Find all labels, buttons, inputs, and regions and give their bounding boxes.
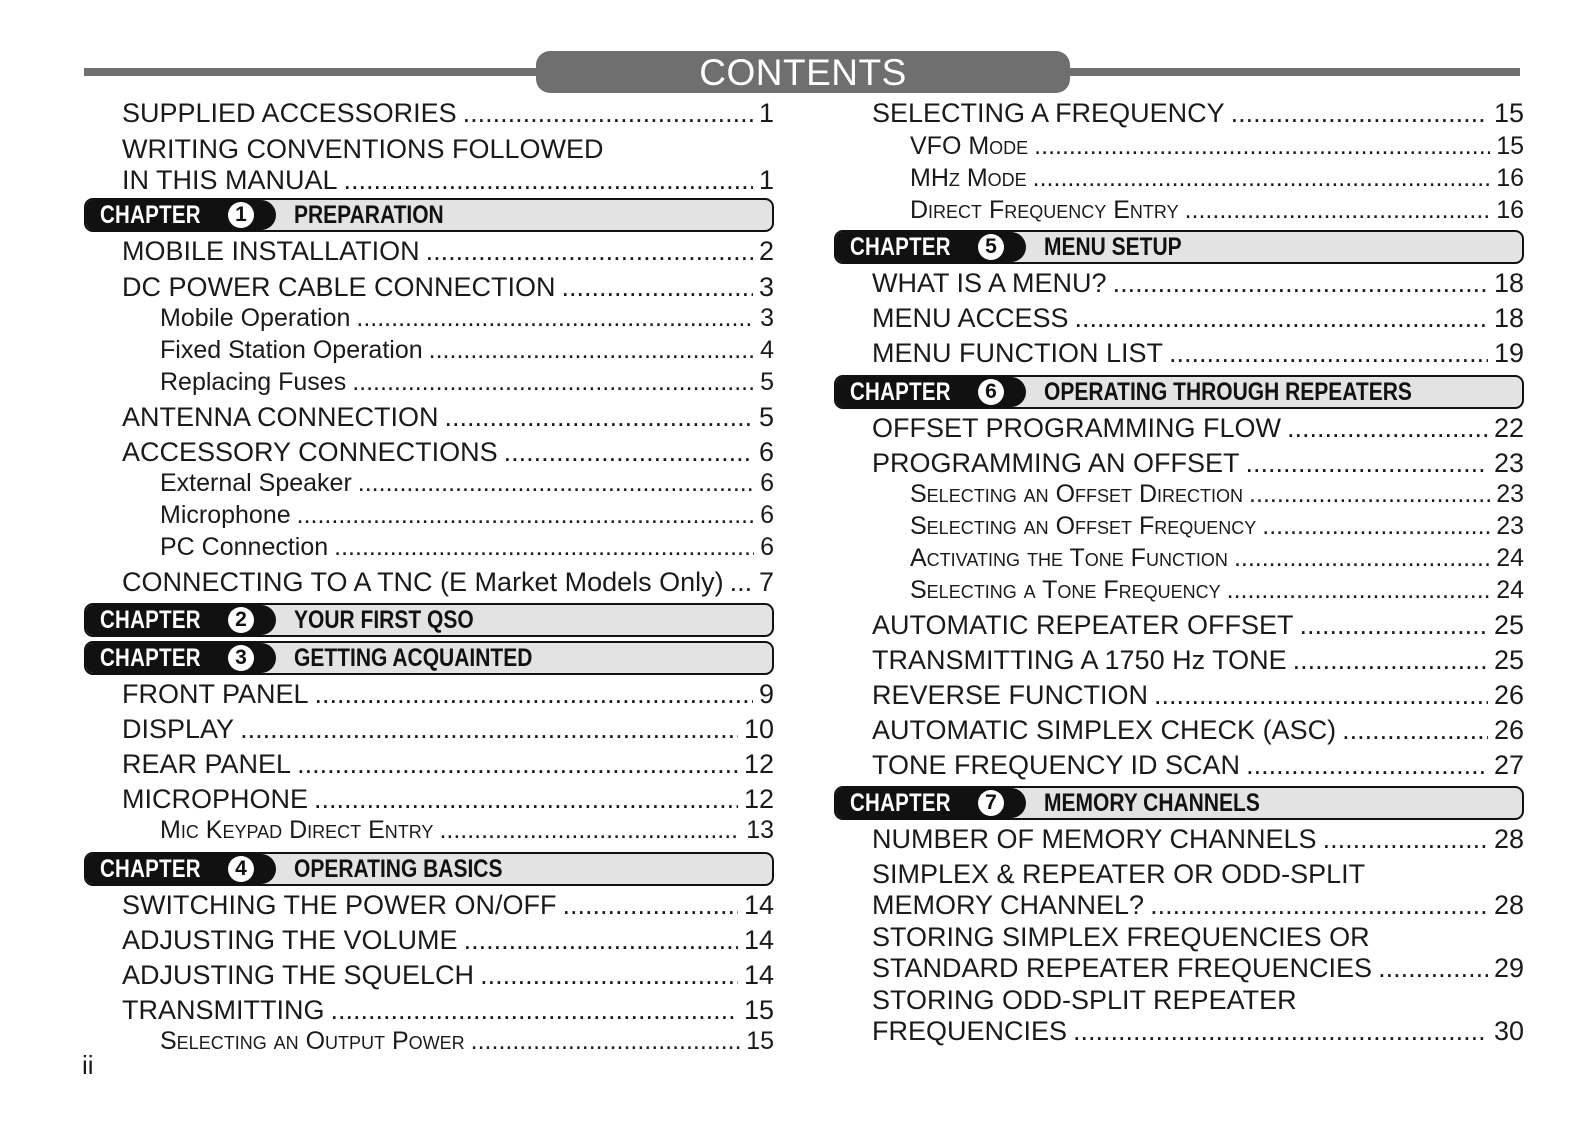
entry-text: SELECTING A FREQUENCY bbox=[872, 98, 1225, 128]
entry-page: 25 bbox=[1493, 645, 1524, 675]
entry-text: Mic Keypad Direct Entry bbox=[160, 816, 434, 844]
leader-dots bbox=[471, 1027, 741, 1056]
leader-dots bbox=[240, 714, 738, 745]
entry-page: 18 bbox=[1493, 268, 1524, 298]
leader-dots bbox=[1154, 680, 1488, 711]
chapter-header-3[interactable] bbox=[84, 641, 774, 675]
toc-entry[interactable] bbox=[834, 824, 1524, 859]
entry-page: 6 bbox=[758, 437, 774, 467]
toc-subentry[interactable] bbox=[84, 1027, 774, 1059]
chapter-number: 1 bbox=[228, 202, 254, 228]
entry-page: 24 bbox=[1496, 576, 1524, 604]
toc-entry[interactable] bbox=[834, 750, 1524, 784]
entry-text: DISPLAY bbox=[122, 714, 235, 744]
header-rule-left bbox=[84, 68, 544, 76]
entry-page: 3 bbox=[760, 304, 774, 332]
chapter-header-1[interactable] bbox=[84, 198, 774, 232]
toc-subentry[interactable] bbox=[84, 816, 774, 850]
entry-page: 23 bbox=[1496, 480, 1524, 508]
entry-text: Selecting an Offset Direction bbox=[910, 480, 1244, 508]
entry-page: 29 bbox=[1493, 953, 1524, 983]
toc-entry[interactable] bbox=[84, 995, 774, 1027]
leader-dots bbox=[1300, 610, 1488, 641]
entry-text: ACCESSORY CONNECTIONS bbox=[122, 437, 498, 467]
toc-entry[interactable] bbox=[834, 303, 1524, 338]
leader-dots bbox=[1378, 953, 1488, 984]
chapter-header-5[interactable] bbox=[834, 230, 1524, 264]
entry-page: 24 bbox=[1496, 544, 1524, 572]
leader-dots bbox=[562, 272, 753, 303]
toc-subentry[interactable] bbox=[834, 576, 1524, 610]
entry-page: 12 bbox=[743, 749, 774, 779]
entry-page: 23 bbox=[1493, 448, 1524, 478]
leader-dots bbox=[314, 784, 738, 815]
entry-text: REAR PANEL bbox=[122, 749, 292, 779]
chapter-header-6[interactable] bbox=[834, 375, 1524, 409]
entry-page: 3 bbox=[758, 272, 774, 302]
entry-text: Activating the Tone Function bbox=[910, 544, 1228, 572]
leader-dots bbox=[352, 368, 754, 397]
entry-page: 12 bbox=[743, 784, 774, 814]
toc-entry[interactable] bbox=[84, 679, 774, 714]
leader-dots bbox=[315, 679, 753, 710]
leader-dots bbox=[445, 402, 753, 433]
leader-dots bbox=[464, 925, 738, 956]
toc-entry[interactable] bbox=[834, 680, 1524, 715]
leader-dots bbox=[331, 995, 738, 1026]
entry-text: MENU ACCESS bbox=[872, 303, 1069, 333]
left-column bbox=[84, 98, 774, 1059]
entry-text-line1: STORING SIMPLEX FREQUENCIES OR bbox=[872, 922, 1370, 952]
leader-dots bbox=[504, 437, 753, 468]
entry-page: 15 bbox=[1493, 98, 1524, 128]
entry-text: DC POWER CABLE CONNECTION bbox=[122, 272, 556, 302]
entry-page: 1 bbox=[758, 98, 774, 128]
toc-entry[interactable] bbox=[84, 134, 774, 196]
leader-dots bbox=[356, 304, 754, 333]
toc-entry[interactable] bbox=[84, 402, 774, 437]
toc-entry[interactable] bbox=[84, 714, 774, 749]
toc-subentry[interactable] bbox=[834, 512, 1524, 544]
entry-page: 5 bbox=[760, 368, 774, 396]
entry-text: MICROPHONE bbox=[122, 784, 309, 814]
toc-entry[interactable] bbox=[84, 272, 774, 304]
leader-dots bbox=[358, 469, 754, 498]
entry-text: Mobile Operation bbox=[160, 304, 351, 332]
entry-page: 16 bbox=[1496, 196, 1524, 224]
chapter-title: OPERATING BASICS bbox=[294, 855, 503, 883]
header-rule-right bbox=[1050, 68, 1520, 76]
leader-dots bbox=[1227, 576, 1491, 605]
toc-entry[interactable] bbox=[84, 98, 774, 134]
entry-text-line1: WRITING CONVENTIONS FOLLOWED bbox=[122, 134, 604, 164]
chapter-number: 6 bbox=[978, 379, 1004, 405]
entry-text: External Speaker bbox=[160, 469, 352, 497]
toc-subentry[interactable] bbox=[84, 368, 774, 402]
toc-entry[interactable] bbox=[84, 749, 774, 784]
toc-entry[interactable] bbox=[84, 567, 774, 601]
entry-page: 9 bbox=[758, 679, 774, 709]
leader-dots bbox=[1246, 448, 1488, 479]
chapter-number: 2 bbox=[228, 607, 254, 633]
leader-dots bbox=[1185, 196, 1491, 225]
entry-page: 15 bbox=[746, 1027, 774, 1055]
chapter-label: CHAPTER bbox=[850, 789, 951, 817]
toc-entry[interactable] bbox=[834, 98, 1524, 132]
chapter-number: 3 bbox=[228, 645, 254, 671]
entry-page: 23 bbox=[1496, 512, 1524, 540]
toc-subentry[interactable] bbox=[834, 132, 1524, 164]
entry-page: 30 bbox=[1493, 1016, 1524, 1046]
toc-entry[interactable] bbox=[84, 925, 774, 960]
chapter-label: CHAPTER bbox=[100, 644, 201, 672]
leader-dots bbox=[480, 960, 738, 991]
toc-entry[interactable] bbox=[84, 784, 774, 816]
entry-text: REVERSE FUNCTION bbox=[872, 680, 1149, 710]
entry-page: 7 bbox=[758, 567, 774, 597]
leader-dots bbox=[1246, 750, 1488, 781]
chapter-header-2[interactable] bbox=[84, 603, 774, 637]
toc-subentry[interactable] bbox=[84, 336, 774, 368]
entry-page: 6 bbox=[760, 469, 774, 497]
chapter-header-7[interactable] bbox=[834, 786, 1524, 820]
toc-entry[interactable] bbox=[834, 859, 1524, 922]
toc-entry[interactable] bbox=[84, 437, 774, 469]
entry-page: 28 bbox=[1493, 890, 1524, 920]
entry-page: 26 bbox=[1493, 715, 1524, 745]
chapter-title: GETTING ACQUAINTED bbox=[294, 644, 533, 672]
entry-text: TRANSMITTING bbox=[122, 995, 325, 1025]
entry-text: MENU FUNCTION LIST bbox=[872, 338, 1164, 368]
toc-entry[interactable] bbox=[834, 645, 1524, 680]
entry-page: 5 bbox=[758, 402, 774, 432]
chapter-number: 4 bbox=[228, 856, 254, 882]
entry-page: 18 bbox=[1493, 303, 1524, 333]
toc-entry[interactable] bbox=[834, 448, 1524, 480]
leader-dots bbox=[297, 749, 738, 780]
entry-page: 22 bbox=[1493, 413, 1524, 443]
toc-subentry[interactable] bbox=[834, 480, 1524, 512]
entry-page: 26 bbox=[1493, 680, 1524, 710]
entry-text: VFO Mode bbox=[910, 132, 1029, 160]
toc-entry[interactable] bbox=[834, 268, 1524, 303]
leader-dots bbox=[463, 98, 753, 129]
chapter-title: OPERATING THROUGH REPEATERS bbox=[1044, 378, 1412, 406]
leader-dots bbox=[344, 165, 753, 196]
entry-text: TRANSMITTING A 1750 Hz TONE bbox=[872, 645, 1287, 675]
toc-subentry[interactable] bbox=[834, 164, 1524, 196]
entry-text: MEMORY CHANNEL? bbox=[872, 890, 1145, 920]
toc-entry[interactable] bbox=[834, 715, 1524, 750]
leader-dots bbox=[426, 236, 753, 267]
leader-dots bbox=[1231, 98, 1488, 129]
entry-text: Microphone bbox=[160, 501, 291, 529]
entry-text: MHz Mode bbox=[910, 164, 1027, 192]
leader-dots bbox=[297, 501, 754, 530]
toc-entry[interactable] bbox=[834, 610, 1524, 645]
chapter-title: PREPARATION bbox=[294, 201, 444, 229]
entry-text: PROGRAMMING AN OFFSET bbox=[872, 448, 1240, 478]
entry-text: FREQUENCIES bbox=[872, 1016, 1068, 1046]
leader-dots bbox=[1293, 645, 1488, 676]
leader-dots bbox=[439, 816, 740, 845]
entry-text-line1: SIMPLEX & REPEATER OR ODD-SPLIT bbox=[872, 859, 1366, 889]
chapter-title: MEMORY CHANNELS bbox=[1044, 789, 1260, 817]
entry-page: 14 bbox=[743, 890, 774, 920]
entry-text: Fixed Station Operation bbox=[160, 336, 423, 364]
toc-entry[interactable] bbox=[84, 960, 774, 995]
leader-dots bbox=[1150, 890, 1488, 921]
entry-text: ADJUSTING THE VOLUME bbox=[122, 925, 458, 955]
leader-dots bbox=[1234, 544, 1490, 573]
toc-entry[interactable] bbox=[84, 890, 774, 925]
entry-page: 4 bbox=[760, 336, 774, 364]
contents-title: CONTENTS bbox=[536, 51, 1070, 93]
entry-text: ADJUSTING THE SQUELCH bbox=[122, 960, 475, 990]
chapter-title: MENU SETUP bbox=[1044, 233, 1182, 261]
entry-page: 25 bbox=[1493, 610, 1524, 640]
entry-text: NUMBER OF MEMORY CHANNELS bbox=[872, 824, 1317, 854]
page-number: ii bbox=[82, 1050, 94, 1080]
chapter-label: CHAPTER bbox=[850, 378, 951, 406]
entry-text-line1: STORING ODD-SPLIT REPEATER bbox=[872, 985, 1297, 1015]
leader-dots bbox=[1073, 1016, 1488, 1047]
leader-dots bbox=[1262, 512, 1490, 541]
entry-page: 15 bbox=[1496, 132, 1524, 160]
entry-text: STANDARD REPEATER FREQUENCIES bbox=[872, 953, 1373, 983]
entry-page: 16 bbox=[1496, 164, 1524, 192]
entry-text: PC Connection bbox=[160, 533, 329, 561]
leader-dots bbox=[1075, 303, 1488, 334]
leader-dots bbox=[1323, 824, 1488, 855]
entry-text: AUTOMATIC REPEATER OFFSET bbox=[872, 610, 1294, 640]
toc-entry[interactable] bbox=[834, 985, 1524, 1048]
entry-text: Selecting an Output Power bbox=[160, 1027, 465, 1055]
entry-text: WHAT IS A MENU? bbox=[872, 268, 1107, 298]
toc-entry[interactable] bbox=[834, 413, 1524, 448]
chapter-label: CHAPTER bbox=[100, 201, 201, 229]
toc-subentry[interactable] bbox=[84, 533, 774, 567]
entry-page: 28 bbox=[1493, 824, 1524, 854]
chapter-number: 5 bbox=[978, 234, 1004, 260]
entry-text: IN THIS MANUAL bbox=[122, 165, 338, 195]
entry-page: 14 bbox=[743, 960, 774, 990]
leader-dots bbox=[1033, 164, 1491, 193]
leader-dots bbox=[730, 567, 753, 598]
toc-subentry[interactable] bbox=[84, 501, 774, 533]
leader-dots bbox=[334, 533, 754, 562]
toc-subentry[interactable] bbox=[834, 544, 1524, 576]
entry-text: MOBILE INSTALLATION bbox=[122, 236, 420, 266]
entry-text: OFFSET PROGRAMMING FLOW bbox=[872, 413, 1282, 443]
entry-page: 13 bbox=[746, 816, 774, 844]
toc-entry[interactable] bbox=[84, 236, 774, 272]
entry-page: 15 bbox=[743, 995, 774, 1025]
leader-dots bbox=[1034, 132, 1490, 161]
entry-text: CONNECTING TO A TNC (E Market Models Only) bbox=[122, 567, 724, 597]
entry-text: TONE FREQUENCY ID SCAN bbox=[872, 750, 1241, 780]
entry-page: 2 bbox=[758, 236, 774, 266]
toc-entry[interactable] bbox=[834, 922, 1524, 985]
leader-dots bbox=[1113, 268, 1488, 299]
entry-text: Direct Frequency Entry bbox=[910, 196, 1179, 224]
entry-text: FRONT PANEL bbox=[122, 679, 309, 709]
chapter-header-4[interactable] bbox=[84, 852, 774, 886]
entry-page: 19 bbox=[1493, 338, 1524, 368]
entry-text: Selecting an Offset Frequency bbox=[910, 512, 1257, 540]
entry-text: SUPPLIED ACCESSORIES bbox=[122, 98, 457, 128]
entry-page: 10 bbox=[743, 714, 774, 744]
leader-dots bbox=[1249, 480, 1490, 509]
entry-text: AUTOMATIC SIMPLEX CHECK (ASC) bbox=[872, 715, 1337, 745]
entry-page: 1 bbox=[758, 165, 774, 195]
chapter-title: YOUR FIRST QSO bbox=[294, 606, 474, 634]
leader-dots bbox=[1169, 338, 1488, 369]
chapter-label: CHAPTER bbox=[100, 606, 201, 634]
chapter-label: CHAPTER bbox=[100, 855, 201, 883]
entry-text: Selecting a Tone Frequency bbox=[910, 576, 1221, 604]
entry-page: 6 bbox=[760, 501, 774, 529]
leader-dots bbox=[1287, 413, 1488, 444]
chapter-number: 7 bbox=[978, 790, 1004, 816]
entry-text: ANTENNA CONNECTION bbox=[122, 402, 439, 432]
entry-page: 14 bbox=[743, 925, 774, 955]
entry-page: 27 bbox=[1493, 750, 1524, 780]
toc-subentry[interactable] bbox=[84, 304, 774, 336]
toc-subentry[interactable] bbox=[84, 469, 774, 501]
leader-dots bbox=[563, 890, 738, 921]
entry-text: Replacing Fuses bbox=[160, 368, 347, 396]
entry-page: 6 bbox=[760, 533, 774, 561]
leader-dots bbox=[1342, 715, 1488, 746]
chapter-label: CHAPTER bbox=[850, 233, 951, 261]
toc-subentry[interactable] bbox=[834, 196, 1524, 228]
entry-text: SWITCHING THE POWER ON/OFF bbox=[122, 890, 557, 920]
right-column bbox=[834, 98, 1524, 1048]
toc-entry[interactable] bbox=[834, 338, 1524, 373]
leader-dots bbox=[429, 336, 754, 365]
